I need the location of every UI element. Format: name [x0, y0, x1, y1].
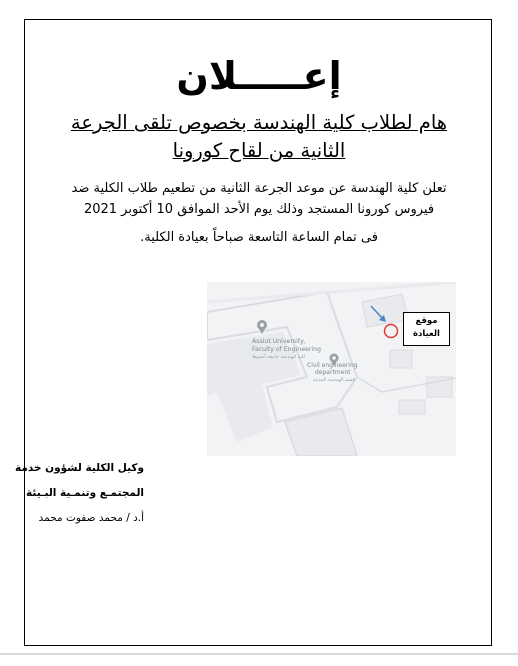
body-line: فى تمام الساعة التاسعة صباحاً بعيادة الكلية. [140, 230, 378, 245]
building-block [390, 350, 412, 368]
announcement-body [60, 178, 458, 248]
faculty-label-ar: كلية الهندسة جامعة أسيوط [252, 355, 306, 360]
civil-label-en-1: Civil engineering [307, 362, 358, 369]
signatory-title-line1: وكيل الكلية لشؤون خدمة [14, 462, 144, 474]
announcement-title: إعـــــلان [176, 54, 342, 98]
page-bottom-divider [0, 653, 518, 655]
subtitle-line: الثانية من لقاح كورونا [172, 139, 346, 162]
callout-line: العيادة [413, 329, 440, 339]
building-block [399, 400, 425, 414]
faculty-label-en-2: Faculty of Engineering [252, 346, 321, 353]
signatory-name: أ.د / محمد صفوت محمد [38, 512, 144, 524]
civil-label-en-2: department [315, 369, 351, 376]
map-graphic [207, 282, 456, 456]
body-line: تعلن كلية الهندسة عن موعد الجرعة الثانية من تطعيم طلاب الكلية ضد [71, 181, 447, 196]
body-line: فيروس كورونا المستجد وذلك يوم الأحد الموافق 10 أكتوبر 2021 [83, 202, 435, 217]
signatory-title-line2: المجتمـع وتنمـية البـيئة [26, 487, 144, 499]
faculty-label-en-1: Assiut University, [252, 338, 306, 345]
signature-block [4, 462, 144, 525]
campus-map [207, 282, 456, 456]
callout-line: موقع [415, 316, 438, 326]
announcement-subtitle [40, 109, 478, 165]
subtitle-line: هام لطلاب كلية الهندسة بخصوص تلقى الجرعة [70, 111, 448, 134]
clinic-location-callout [403, 312, 450, 346]
civil-label-ar: قسم الهندسة المدنية [313, 378, 355, 383]
